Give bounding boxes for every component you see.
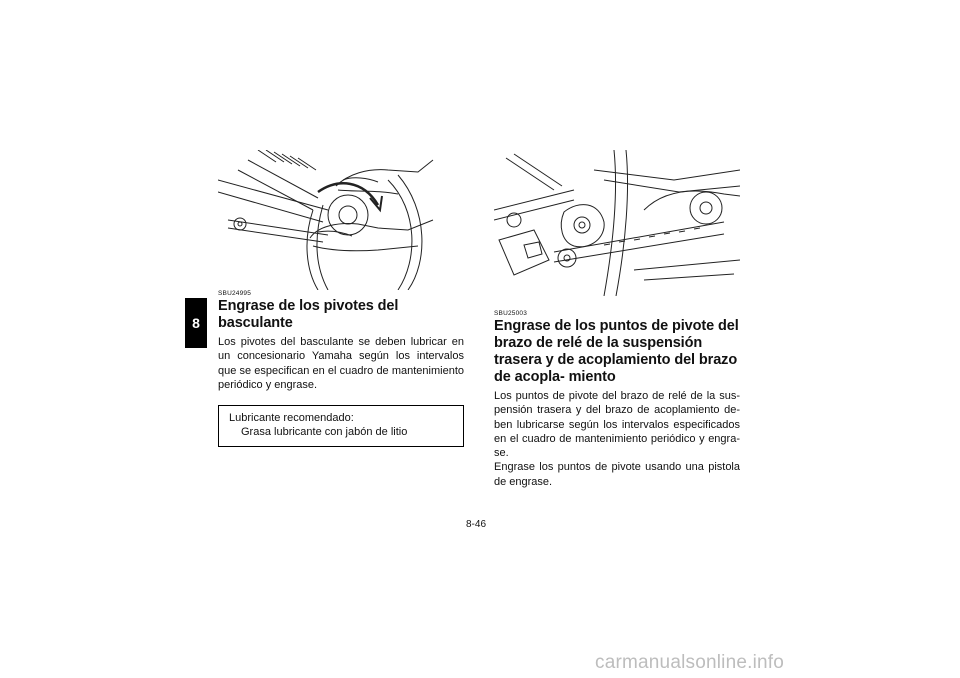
section-code: SBU24995 [218,290,252,297]
note-value: Grasa lubricante con jabón de litio [241,426,408,439]
right-column [494,150,740,489]
body-paragraph: Los pivotes del basculante se deben lubricar en un concesionario Yamaha según los intervalos que se especifican en el cuadro de mantenimiento periódico y engrase. [218,336,464,391]
left-column [218,150,464,447]
body-paragraph: Los puntos de pivote del brazo de relé de la sus- pensión trasera y del brazo de acoplamiento de- ben lubricarse según los intervalos especificados en el cuadro de mantenimiento periódico y engra- se. [494,390,740,460]
body-paragraph: Engrase los puntos de pivote usando una pistola de engrase. [494,461,740,488]
swingarm-illustration [218,150,464,290]
section-title: Engrase de los puntos de pivote del brazo de relé de la suspensión trasera y de acoplamiento del brazo de acopla- miento [494,318,739,385]
section-title: Engrase de los pivotes del basculante [218,298,399,331]
page-number: 8-46 [466,519,487,530]
relay-arm-illustration [494,150,740,296]
section-code: SBU25003 [494,310,528,317]
chapter-tab: 8 [185,298,207,348]
watermark: carmanualsonline.info [595,652,785,673]
lubricant-note-box [218,405,464,447]
note-label: Lubricante recomendado: [229,412,354,425]
